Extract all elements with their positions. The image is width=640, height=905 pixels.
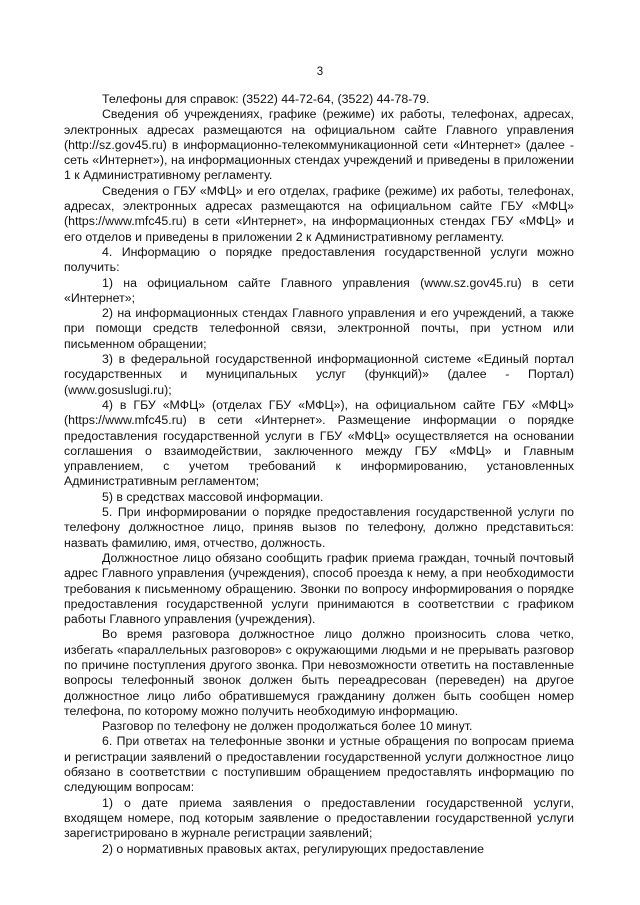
paragraph-item-4-4: 4) в ГБУ «МФЦ» (отделах ГБУ «МФЦ»), на официальном сайте ГБУ «МФЦ» (https://www.mfc45.ru) в сети «Интернет». Размещение информации о порядке предоставления государственной услуги в ГБУ «МФЦ» осуществляется на основании соглашения о взаимодействии, заключенного между ГБУ «МФЦ» и Главным управлением, с учетом требований к информированию, установленных Административным регламентом;	[64, 397, 574, 489]
paragraph-conversation-rules: Во время разговора должностное лицо должно произносить слова четко, избегать «параллельных разговоров» с окружающими людьми и не прерывать разговор по причине поступления другого звонка. При невозможности ответить на поставленные вопросы телефонный звонок должен быть переадресован (переведен) на другое должностное лицо либо обратившемуся гражданину должен быть сообщен номер телефона, по которому можно получить необходимую информацию.	[64, 627, 574, 718]
paragraph-institutions-info: Сведения об учреждениях, графике (режиме) их работы, телефонах, адресах, электронных адресах размещаются на официальном сайте Главного управления (http://sz.gov45.ru) в информационно-телекоммуникационной сети «Интернет» (далее - сеть «Интернет»), на информационных стендах учреждений и приведены в приложении 1 к Административному регламенту.	[64, 107, 574, 183]
paragraph-mfc-info: Сведения о ГБУ «МФЦ» и его отделах, графике (режиме) их работы, телефонах, адресах, электронных адресах размещаются на официальном сайте ГБУ «МФЦ» (https://www.mfc45.ru) в сети «Интернет», на информационных стендах ГБУ «МФЦ» и его отделов и приведены в приложении 2 к Административному регламенту.	[64, 183, 574, 244]
paragraph-section-6: 6. При ответах на телефонные звонки и устные обращения по вопросам приема и регистрации заявлений о предоставлении государственной услуги должностное лицо обязано в соответствии с поступившим обращением предоставлять информацию по следующим вопросам:	[64, 734, 574, 795]
page-number: 3	[316, 66, 324, 78]
paragraph-phones: Телефоны для справок: (3522) 44-72-64, (3522) 44-78-79.	[102, 92, 430, 106]
paragraph-item-4-2: 2) на информационных стендах Главного управления и его учреждений, а также при помощи средств телефонной связи, электронной почты, при устном или письменном обращении;	[64, 306, 574, 351]
paragraph-item-4-1: 1) на официальном сайте Главного управления (www.sz.gov45.ru) в сети «Интернет»;	[64, 275, 574, 305]
paragraph-item-4-3: 3) в федеральной государственной информационной системе «Единый портал государственных и муниципальных услуг (функций)» (далее - Портал) (www.gosuslugi.ru);	[64, 352, 574, 397]
paragraph-item-6-1: 1) о дате приема заявления о предоставлении государственной услуги, входящем номере, под которым заявление о предоставлении государственной услуги зарегистрировано в журнале регистрации заявлений;	[64, 795, 574, 841]
paragraph-section-5: 5. При информировании о порядке предоставления государственной услуги по телефону должностное лицо, приняв вызов по телефону, должно представиться: назвать фамилию, имя, отчество, должность.	[64, 505, 574, 550]
paragraph-call-duration: Разговор по телефону не должен продолжаться более 10 минут.	[102, 719, 473, 734]
document-body	[64, 92, 574, 857]
paragraph-section-4: 4. Информацию о порядке предоставления государственной услуги можно получить:	[64, 244, 574, 275]
paragraph-item-6-2: 2) о нормативных правовых актах, регулирующих предоставление	[102, 841, 484, 856]
paragraph-item-4-5: 5) в средствах массовой информации.	[102, 489, 324, 504]
paragraph-schedule-info: Должностное лицо обязано сообщить график приема граждан, точный почтовый адрес Главного управления (учреждения), способ проезда к нему, а при необходимости требования к письменному обращению. Звонки по вопросу информирования о порядке предоставления государственной услуги принимаются в соответствии с графиком работы Главного управления (учреждения).	[64, 550, 574, 627]
